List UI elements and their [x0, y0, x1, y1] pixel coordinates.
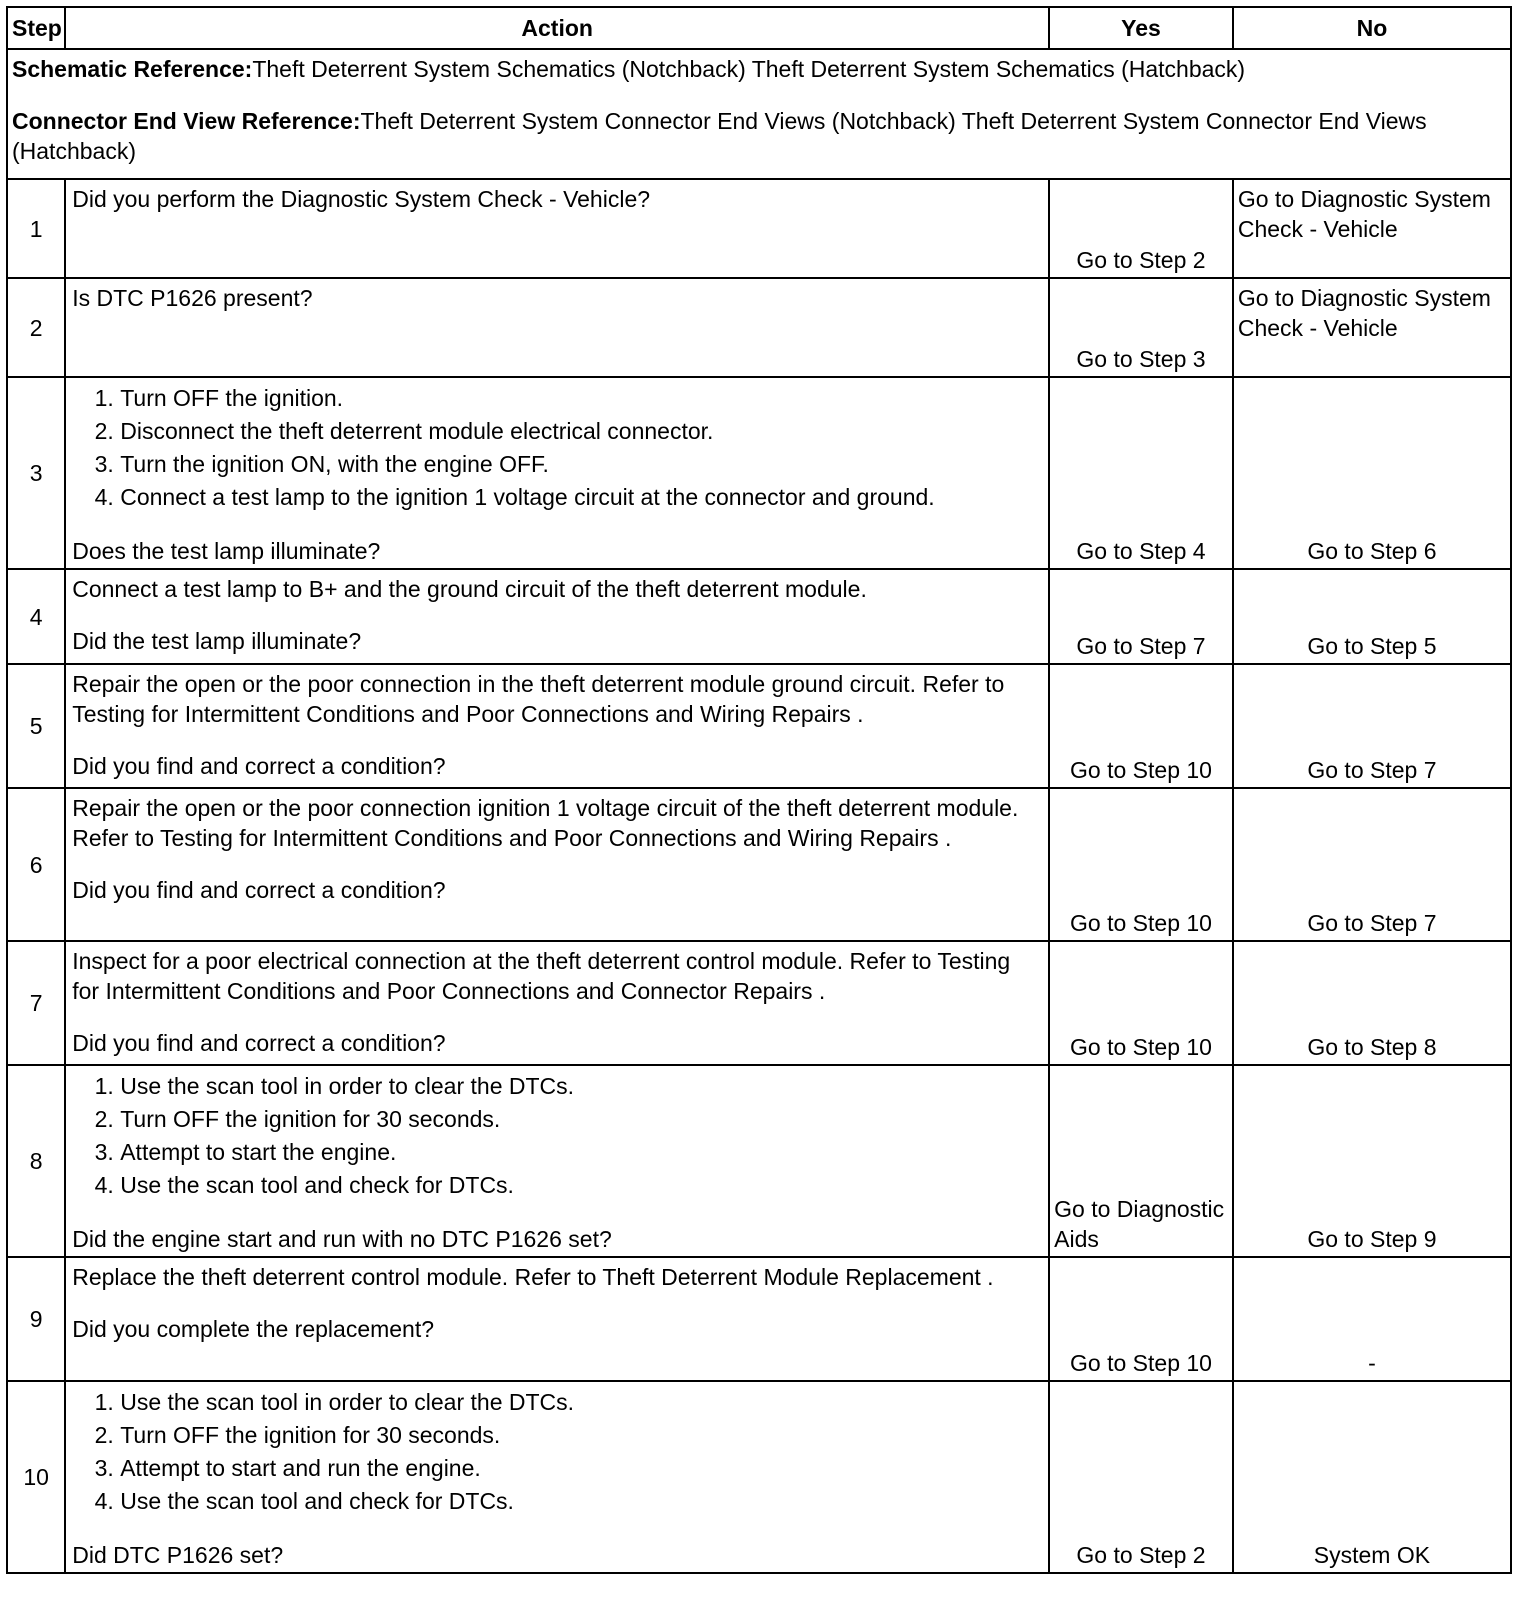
- list-item: 4. Use the scan tool and check for DTCs.: [120, 1485, 1042, 1518]
- step-question: Did you find and correct a condition?: [72, 877, 446, 903]
- step-number: 4: [7, 569, 65, 664]
- connector-reference-text: Theft Deterrent System Connector End Views (Notchback) Theft Deterrent System Connector End Views (Hatchback): [12, 108, 1427, 164]
- step-action: [65, 179, 1049, 278]
- table-row: [7, 569, 1511, 664]
- list-item: 4. Connect a test lamp to the ignition 1 voltage circuit at the connector and ground.: [120, 481, 1042, 514]
- no-cell: Go to Step 7: [1233, 664, 1511, 788]
- step-number: 5: [7, 664, 65, 788]
- list-item: 3. Attempt to start and run the engine.: [120, 1452, 1042, 1485]
- yes-cell: Go to Step 4: [1049, 377, 1233, 569]
- step-question: Did you complete the replacement?: [72, 1316, 435, 1342]
- step-number: 10: [7, 1381, 65, 1573]
- diagnostic-table: [6, 6, 1512, 1574]
- instruction-list: [72, 382, 1042, 514]
- no-cell: -: [1233, 1257, 1511, 1381]
- list-item: 2. Disconnect the theft deterrent module electrical connector.: [120, 415, 1042, 448]
- no-cell: Go to Diagnostic System Check - Vehicle: [1233, 179, 1511, 278]
- yes-cell: Go to Step 10: [1049, 664, 1233, 788]
- header-yes: Yes: [1049, 7, 1233, 49]
- step-action: [65, 788, 1049, 941]
- step-action: [65, 278, 1049, 377]
- connector-reference-label: Connector End View Reference:: [12, 108, 361, 134]
- step-number: 1: [7, 179, 65, 278]
- instruction-list: [72, 1386, 1042, 1518]
- table-row: [7, 278, 1511, 377]
- step-question: Did the engine start and run with no DTC P1626 set?: [72, 1226, 612, 1252]
- header-no: No: [1233, 7, 1511, 49]
- step-number: 3: [7, 377, 65, 569]
- yes-cell: Go to Diagnostic Aids: [1049, 1065, 1233, 1257]
- header-step: Step: [7, 7, 65, 49]
- table-row: [7, 941, 1511, 1065]
- step-question: Did you find and correct a condition?: [72, 753, 446, 779]
- list-item: 1. Use the scan tool in order to clear the DTCs.: [120, 1070, 1042, 1103]
- header-row: [7, 7, 1511, 49]
- step-text: Repair the open or the poor connection in the theft deterrent module ground circuit. Refer to Testing for Intermittent Conditions and Poor Connections and Wiring Repairs .: [72, 671, 1005, 727]
- step-text: Did you perform the Diagnostic System Check - Vehicle?: [72, 186, 651, 212]
- list-item: 1. Turn OFF the ignition.: [120, 382, 1042, 415]
- list-item: 3. Turn the ignition ON, with the engine OFF.: [120, 448, 1042, 481]
- step-question: Did DTC P1626 set?: [72, 1542, 284, 1568]
- list-item: 3. Attempt to start the engine.: [120, 1136, 1042, 1169]
- header-action: Action: [65, 7, 1049, 49]
- step-action: [65, 1065, 1049, 1257]
- instruction-list: [72, 1070, 1042, 1202]
- yes-cell: Go to Step 7: [1049, 569, 1233, 664]
- step-text: Is DTC P1626 present?: [72, 285, 313, 311]
- yes-cell: Go to Step 10: [1049, 941, 1233, 1065]
- yes-cell: Go to Step 10: [1049, 1257, 1233, 1381]
- schematic-reference-label: Schematic Reference:: [12, 56, 253, 82]
- reference-cell: [7, 49, 1511, 179]
- connector-reference: [12, 106, 1506, 166]
- step-number: 8: [7, 1065, 65, 1257]
- table-row: [7, 377, 1511, 569]
- step-number: 6: [7, 788, 65, 941]
- step-action: [65, 1381, 1049, 1573]
- step-question: Did the test lamp illuminate?: [72, 628, 362, 654]
- no-cell: Go to Step 7: [1233, 788, 1511, 941]
- no-cell: Go to Step 8: [1233, 941, 1511, 1065]
- step-question: Did you find and correct a condition?: [72, 1030, 446, 1056]
- step-action: [65, 1257, 1049, 1381]
- yes-cell: Go to Step 2: [1049, 179, 1233, 278]
- table-row: [7, 664, 1511, 788]
- step-text: Inspect for a poor electrical connection at the theft deterrent control module. Refer to Testing for Intermittent Conditions and Poor Connections and Connector Repairs .: [72, 948, 1011, 1004]
- step-text: Repair the open or the poor connection ignition 1 voltage circuit of the theft deterrent module. Refer to Testing for Intermittent Conditions and Poor Connections and Wiring Repairs .: [72, 795, 1019, 851]
- yes-cell: Go to Step 2: [1049, 1381, 1233, 1573]
- step-question: Does the test lamp illuminate?: [72, 538, 381, 564]
- step-action: [65, 377, 1049, 569]
- table-row: [7, 1065, 1511, 1257]
- table-row: [7, 1381, 1511, 1573]
- schematic-reference: [12, 54, 1506, 84]
- list-item: 2. Turn OFF the ignition for 30 seconds.: [120, 1103, 1042, 1136]
- table-row: [7, 1257, 1511, 1381]
- step-action: [65, 941, 1049, 1065]
- no-cell: Go to Diagnostic System Check - Vehicle: [1233, 278, 1511, 377]
- list-item: 4. Use the scan tool and check for DTCs.: [120, 1169, 1042, 1202]
- reference-row: [7, 49, 1511, 179]
- no-cell: Go to Step 5: [1233, 569, 1511, 664]
- no-cell: Go to Step 9: [1233, 1065, 1511, 1257]
- yes-cell: Go to Step 3: [1049, 278, 1233, 377]
- table-row: [7, 179, 1511, 278]
- list-item: 1. Use the scan tool in order to clear the DTCs.: [120, 1386, 1042, 1419]
- list-item: 2. Turn OFF the ignition for 30 seconds.: [120, 1419, 1042, 1452]
- step-action: [65, 569, 1049, 664]
- step-text: Connect a test lamp to B+ and the ground circuit of the theft deterrent module.: [72, 576, 867, 602]
- step-action: [65, 664, 1049, 788]
- table-row: [7, 788, 1511, 941]
- no-cell: System OK: [1233, 1381, 1511, 1573]
- step-text: Replace the theft deterrent control module. Refer to Theft Deterrent Module Replacement .: [72, 1264, 994, 1290]
- step-number: 2: [7, 278, 65, 377]
- yes-cell: Go to Step 10: [1049, 788, 1233, 941]
- step-number: 9: [7, 1257, 65, 1381]
- schematic-reference-text: Theft Deterrent System Schematics (Notchback) Theft Deterrent System Schematics (Hatchback): [252, 56, 1246, 82]
- diagnostic-table-page: [6, 6, 1512, 1606]
- step-number: 7: [7, 941, 65, 1065]
- no-cell: Go to Step 6: [1233, 377, 1511, 569]
